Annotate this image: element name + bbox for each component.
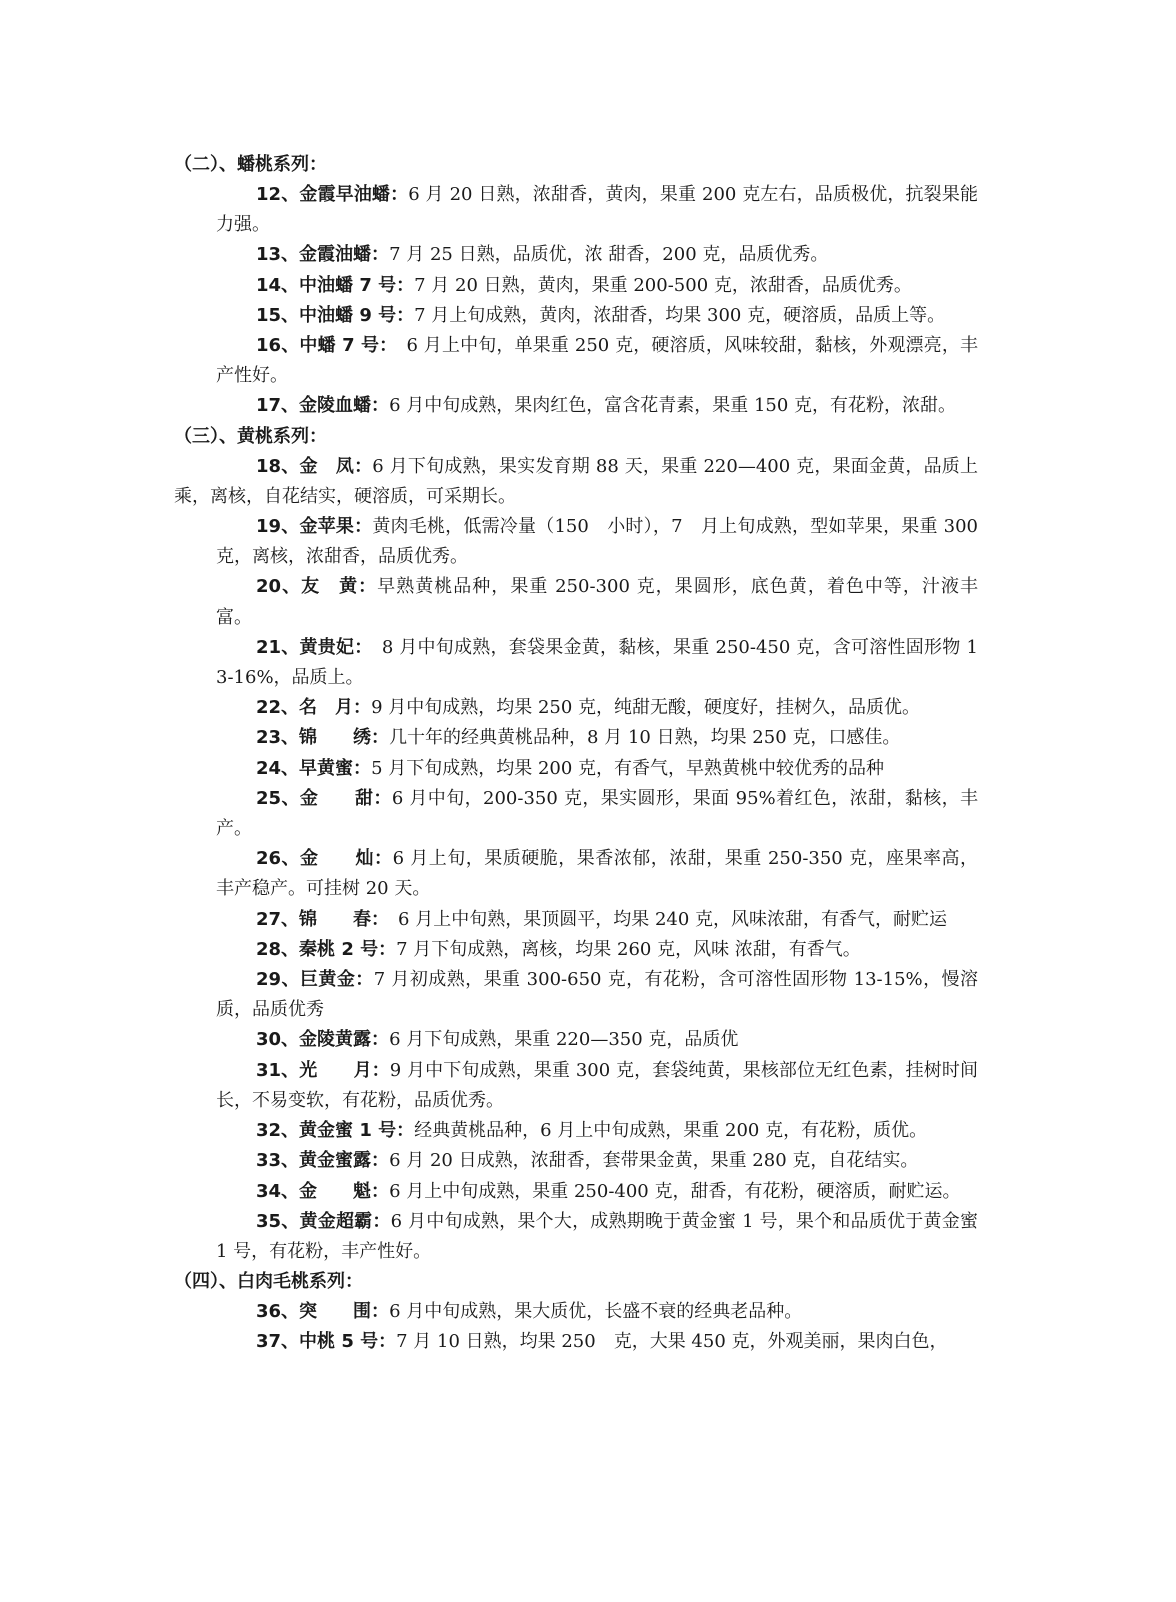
item-label: 13、金霞油蟠： bbox=[256, 244, 390, 266]
list-item bbox=[174, 512, 978, 572]
item-text: 几十年的经典黄桃品种，8 月 10 日熟，均果 250 克，口感佳。 bbox=[389, 727, 901, 749]
item-label: 31、光 月： bbox=[256, 1059, 390, 1081]
list-item bbox=[174, 723, 978, 753]
list-item bbox=[174, 784, 978, 844]
item-label: 37、中桃 5 号： bbox=[256, 1331, 397, 1353]
item-text: 5 月下旬成熟，均果 200 克，有香气，早熟黄桃中较优秀的品种 bbox=[371, 757, 885, 779]
list-item bbox=[174, 452, 978, 512]
item-label: 16、中蟠 7 号： bbox=[256, 335, 389, 357]
list-item bbox=[174, 1056, 978, 1116]
item-text: 6 月下旬成熟，果重 220—350 克，品质优 bbox=[389, 1029, 739, 1051]
list-item bbox=[174, 391, 978, 421]
item-text: 6 月中旬，200-350 克，果实圆形，果面 95%着红色，浓甜，黏核，丰产。 bbox=[216, 787, 978, 840]
item-text: 6 月下旬成熟，果实发育期 88 天，果重 220—400 克，果面金黄，品质上乘，离核，自花结实，硬溶质，可采期长。 bbox=[174, 455, 978, 507]
item-label: 17、金陵血蟠： bbox=[256, 395, 390, 417]
list-item bbox=[174, 180, 978, 240]
item-text: 6 月中旬成熟，果大质优，长盛不衰的经典老品种。 bbox=[389, 1301, 803, 1323]
item-label: 23、锦 绣： bbox=[256, 727, 390, 749]
list-item bbox=[174, 905, 978, 935]
item-label: 12、金霞早油蟠： bbox=[256, 184, 409, 205]
item-text: 早熟黄桃品种，果重 250-300 克，果圆形，底色黄，着色中等，汁液丰富。 bbox=[216, 576, 978, 628]
item-text: 6 月 20 日成熟，浓甜香，套带果金黄，果重 280 克，自花结实。 bbox=[389, 1150, 919, 1172]
item-text: 6 月上中旬成熟，果重 250-400 克，甜香，有花粉，硬溶质，耐贮运。 bbox=[389, 1180, 961, 1202]
section-title-yellow-peach: （三）、黄桃系列： bbox=[174, 425, 327, 447]
item-text: 7 月 20 日熟，黄肉，果重 200-500 克，浓甜香，品质优秀。 bbox=[414, 274, 912, 296]
item-label: 33、黄金蜜露： bbox=[256, 1150, 390, 1172]
item-label: 36、突 围： bbox=[256, 1301, 390, 1323]
item-label: 30、金陵黄露： bbox=[256, 1029, 390, 1051]
item-label: 24、早黄蜜： bbox=[256, 757, 372, 779]
item-label: 29、巨黄金： bbox=[256, 969, 374, 991]
list-item bbox=[174, 1207, 978, 1267]
item-text: 7 月 10 日熟，均果 250 克，大果 450 克，外观美丽，果肉白色， bbox=[396, 1331, 948, 1353]
item-label: 25、金 甜： bbox=[256, 787, 392, 809]
list-item bbox=[174, 844, 978, 904]
item-label: 14、中油蟠 7 号： bbox=[256, 274, 415, 296]
list-item bbox=[174, 1025, 978, 1055]
item-text: 6 月 20 日熟，浓甜香，黄肉，果重 200 克左右，品质极优，抗裂果能力强。 bbox=[216, 184, 978, 236]
item-text: 8 月中旬成熟，套袋果金黄，黏核，果重 250-450 克，含可溶性固形物 13-16%，品质上。 bbox=[216, 636, 978, 689]
item-text: 7 月下旬成熟，离核，均果 260 克，风味 浓甜，有香气。 bbox=[396, 938, 861, 960]
list-item bbox=[174, 1146, 978, 1176]
list-item bbox=[174, 1177, 978, 1207]
item-text: 9 月中旬成熟，均果 250 克，纯甜无酸，硬度好，挂树久，品质优。 bbox=[371, 697, 921, 719]
item-text: 9 月中下旬成熟，果重 300 克，套袋纯黄，果核部位无红色素，挂树时间长，不易变软，有花粉，品质优秀。 bbox=[216, 1059, 978, 1111]
item-text: 7 月初成熟，果重 300-650 克，有花粉，含可溶性固形物 13-15%，慢溶质，品质优秀 bbox=[216, 969, 978, 1021]
list-item bbox=[174, 1116, 978, 1146]
item-text: 6 月上中旬，单果重 250 克，硬溶质，风味较甜，黏核，外观漂亮，丰产性好。 bbox=[216, 335, 978, 387]
list-item bbox=[174, 935, 978, 965]
section-title-white-peach: （四）、白肉毛桃系列： bbox=[174, 1271, 363, 1293]
item-text: 黄肉毛桃，低需冷量（150 小时），7 月上旬成熟，型如苹果，果重 300 克，离核，浓甜香，品质优秀。 bbox=[216, 516, 978, 568]
list-item bbox=[174, 1297, 978, 1327]
item-text: 6 月中旬成熟，果个大，成熟期晚于黄金蜜 1 号，果个和品质优于黄金蜜 1 号，有花粉，丰产性好。 bbox=[216, 1210, 978, 1262]
item-label: 15、中油蟠 9 号： bbox=[256, 304, 415, 326]
item-label: 18、金 凤： bbox=[256, 455, 373, 477]
list-item bbox=[174, 693, 978, 723]
item-label: 28、秦桃 2 号： bbox=[256, 938, 397, 960]
list-item bbox=[174, 572, 978, 632]
item-label: 19、金苹果： bbox=[256, 516, 373, 538]
list-item bbox=[174, 271, 978, 301]
item-text: 7 月 25 日熟，品质优，浓 甜香，200 克，品质优秀。 bbox=[389, 244, 829, 266]
item-text: 经典黄桃品种，6 月上中旬成熟，果重 200 克，有花粉，质优。 bbox=[414, 1120, 928, 1142]
item-label: 20、友 黄： bbox=[256, 576, 378, 598]
item-label: 21、黄贵妃： bbox=[256, 636, 364, 658]
list-item bbox=[174, 301, 978, 331]
list-item bbox=[174, 754, 978, 784]
item-text: 7 月上旬成熟，黄肉，浓甜香，均果 300 克，硬溶质，品质上等。 bbox=[414, 304, 946, 326]
list-item bbox=[174, 633, 978, 693]
list-item bbox=[174, 1327, 978, 1357]
document-body bbox=[174, 150, 978, 1358]
item-text: 6 月上旬，果质硬脆，果香浓郁，浓甜，果重 250-350 克，座果率高，丰产稳产。可挂树 20 天。 bbox=[216, 848, 978, 900]
item-text: 6 月中旬成熟，果肉红色，富含花青素，果重 150 克，有花粉，浓甜。 bbox=[389, 395, 957, 417]
item-label: 22、名 月： bbox=[256, 697, 372, 719]
list-item bbox=[174, 331, 978, 391]
list-item bbox=[174, 240, 978, 270]
item-label: 26、金 灿： bbox=[256, 848, 393, 870]
item-label: 35、黄金超霸： bbox=[256, 1210, 391, 1232]
item-text: 6 月上中旬熟，果顶圆平，均果 240 克，风味浓甜，有香气，耐贮运 bbox=[380, 908, 948, 930]
item-label: 34、金 魁： bbox=[256, 1180, 390, 1202]
item-label: 27、锦 春： bbox=[256, 908, 381, 930]
list-item bbox=[174, 965, 978, 1025]
item-label: 32、黄金蜜 1 号： bbox=[256, 1120, 415, 1142]
section-title-flat-peach: （二）、蟠桃系列： bbox=[174, 154, 327, 175]
